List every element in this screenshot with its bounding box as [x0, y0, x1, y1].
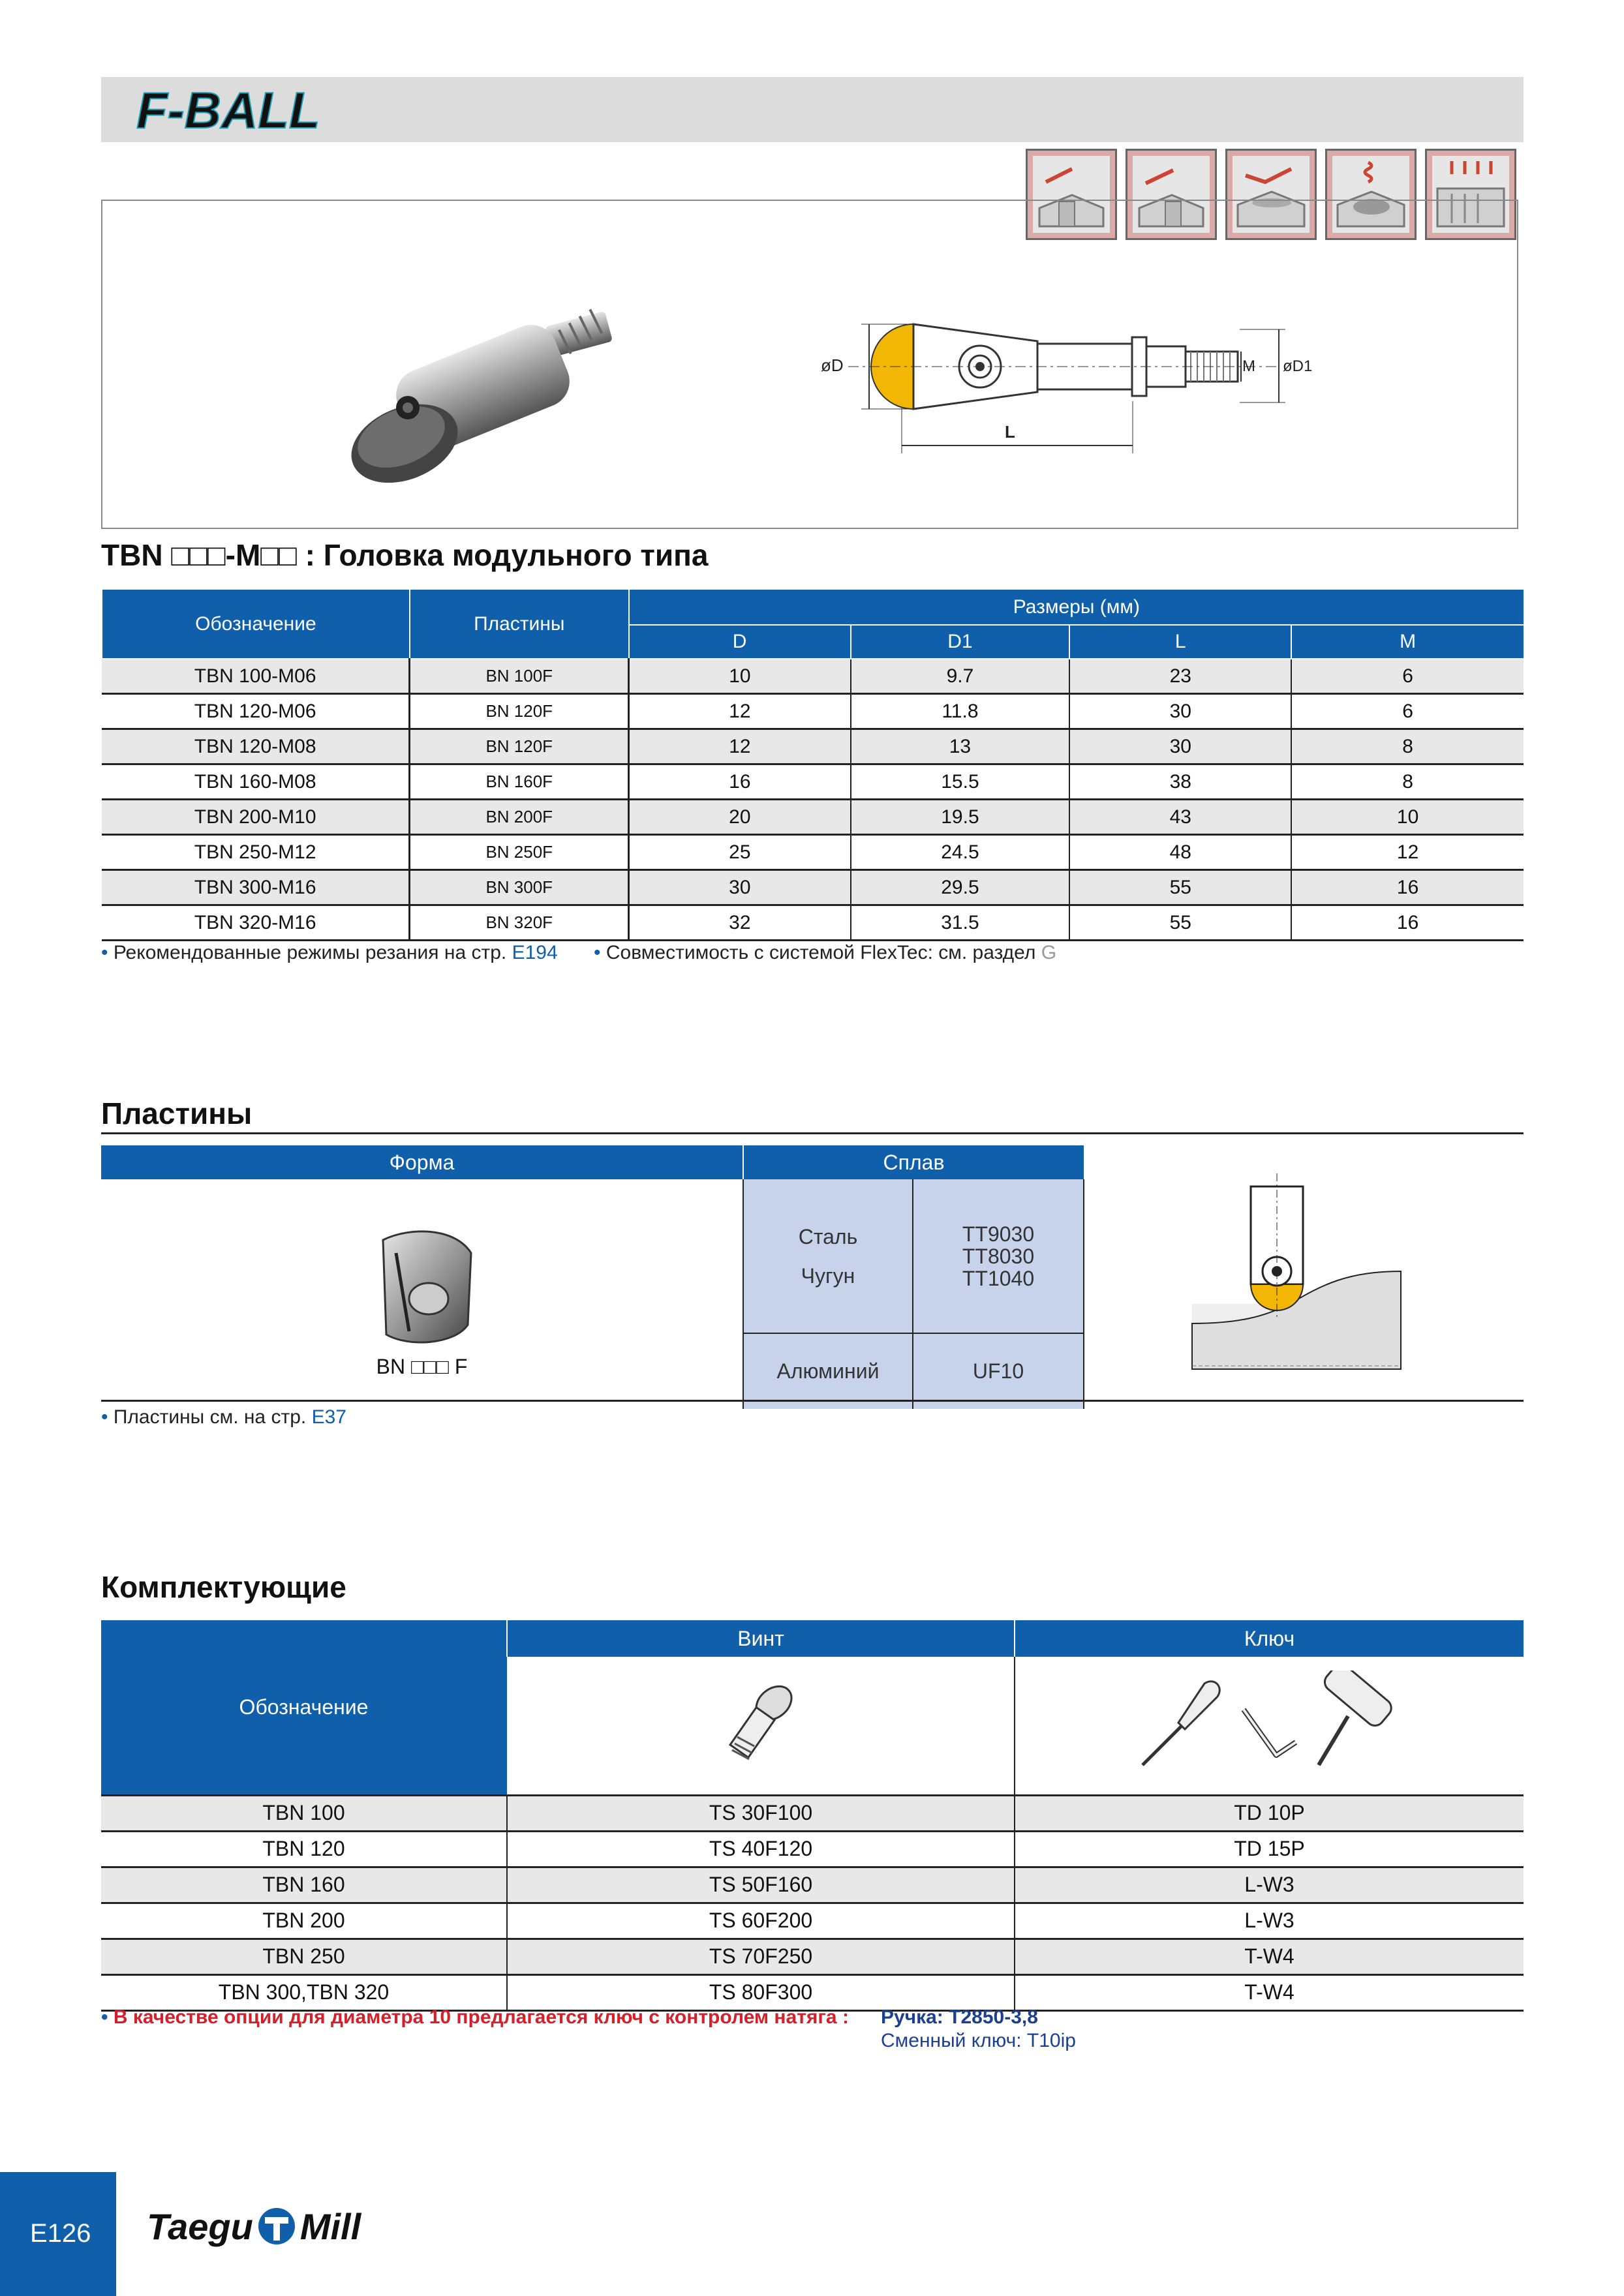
cell-l: 43	[1069, 800, 1291, 835]
brand-logo-text: F-BALL	[136, 82, 320, 139]
cell-key: T-W4	[1015, 1974, 1524, 2010]
option-note	[101, 2006, 849, 2029]
table-row	[101, 1867, 1524, 1903]
cell-d: 10	[629, 659, 851, 694]
brand-logo	[134, 78, 329, 141]
cell-insert: BN 300F	[410, 870, 629, 905]
l-wrench-icon	[1244, 1710, 1296, 1755]
grades-cell-1	[913, 1179, 1084, 1333]
th-d1: D1	[851, 625, 1070, 659]
cell-m: 16	[1291, 870, 1524, 905]
cell-screw: TS 80F300	[507, 1974, 1015, 2010]
th-designation: Обозначение	[101, 1620, 507, 1795]
note-text: Совместимость с системой FlexTec: см. раздел	[605, 942, 1036, 963]
cell-l: 55	[1069, 870, 1291, 905]
cell-insert: BN 100F	[410, 659, 629, 694]
cell-d1: 31.5	[851, 905, 1070, 941]
table-row	[102, 764, 1524, 800]
cell-designation: TBN 300,TBN 320	[101, 1974, 507, 2010]
company-logo-text-2: Mill	[299, 2205, 361, 2247]
cell-m: 10	[1291, 800, 1524, 835]
cell-d1: 15.5	[851, 764, 1070, 800]
note-text: Пластины см. на стр.	[113, 1406, 307, 1428]
cell-key: TD 10P	[1015, 1795, 1524, 1831]
cell-l: 23	[1069, 659, 1291, 694]
dim-label-d: øD	[821, 355, 844, 375]
grade-tt9030: TT9030	[962, 1222, 1035, 1246]
head-section-title: TBN □□□-M□□ : Головка модульного типа	[101, 538, 709, 572]
page-number: E126	[30, 2219, 91, 2248]
inserts-bottom-rule	[101, 1400, 1524, 1402]
cell-d: 20	[629, 800, 851, 835]
cell-key: TD 15P	[1015, 1831, 1524, 1867]
application-illustration-cell	[1084, 1145, 1508, 1409]
th-screw: Винт	[507, 1620, 1015, 1657]
th-dimensions: Размеры (мм)	[629, 590, 1524, 625]
cell-designation: TBN 200	[101, 1903, 507, 1939]
cell-m: 8	[1291, 729, 1524, 764]
cell-screw: TS 40F120	[507, 1831, 1015, 1867]
th-m: M	[1291, 625, 1524, 659]
cell-designation: TBN 320-M16	[102, 905, 410, 941]
company-logo-text-1: Taegu	[147, 2205, 253, 2247]
cell-screw: TS 30F100	[507, 1795, 1015, 1831]
table-row	[102, 800, 1524, 835]
cell-designation: TBN 160	[101, 1867, 507, 1903]
table-row	[101, 1903, 1524, 1939]
cell-d1: 19.5	[851, 800, 1070, 835]
cell-designation: TBN 120-M06	[102, 694, 410, 729]
grade-tt1040: TT1040	[962, 1266, 1035, 1290]
material-aluminium: Алюминий	[743, 1333, 913, 1409]
inserts-top-rule	[101, 1132, 1524, 1134]
product-photo	[326, 307, 639, 483]
th-d: D	[629, 625, 851, 659]
insert-photo	[357, 1227, 487, 1351]
section-ref-link[interactable]: G	[1041, 942, 1057, 963]
insert-shape-label: BN □□□ F	[376, 1355, 468, 1378]
th-shape: Форма	[101, 1145, 743, 1179]
table-row	[102, 729, 1524, 764]
table-row	[102, 835, 1524, 870]
accessories-section-title: Комплектующие	[101, 1570, 346, 1604]
cell-designation: TBN 120-M08	[102, 729, 410, 764]
cell-designation: TBN 100-M06	[102, 659, 410, 694]
cell-d: 30	[629, 870, 851, 905]
application-illustration	[1186, 1173, 1407, 1376]
cell-m: 6	[1291, 659, 1524, 694]
cell-l: 30	[1069, 729, 1291, 764]
inserts-section-title: Пластины	[101, 1096, 253, 1130]
bullet-icon: •	[594, 942, 601, 963]
cell-screw: TS 60F200	[507, 1903, 1015, 1939]
cell-screw: TS 70F250	[507, 1939, 1015, 1974]
materials-cell-1	[743, 1179, 913, 1333]
company-logo-emblem-icon	[256, 2205, 298, 2247]
cell-m: 6	[1291, 694, 1524, 729]
table-row	[102, 694, 1524, 729]
cell-screw: TS 50F160	[507, 1867, 1015, 1903]
cell-key: L-W3	[1015, 1867, 1524, 1903]
cell-designation: TBN 100	[101, 1795, 507, 1831]
cell-d1: 24.5	[851, 835, 1070, 870]
cell-insert: BN 320F	[410, 905, 629, 941]
cell-designation: TBN 120	[101, 1831, 507, 1867]
cell-d: 32	[629, 905, 851, 941]
dim-label-m: M	[1242, 357, 1255, 375]
cell-designation: TBN 160-M08	[102, 764, 410, 800]
screw-icon	[715, 1677, 806, 1768]
head-dimensions-table	[101, 590, 1524, 941]
cell-insert: BN 120F	[410, 729, 629, 764]
flextec-note	[594, 942, 1056, 964]
cell-l: 38	[1069, 764, 1291, 800]
cell-m: 16	[1291, 905, 1524, 941]
table-row	[102, 659, 1524, 694]
cell-d1: 9.7	[851, 659, 1070, 694]
table-row	[101, 1795, 1524, 1831]
screwdriver-icon	[1142, 1682, 1219, 1765]
screw-illustration-cell	[507, 1657, 1015, 1795]
cell-l: 48	[1069, 835, 1291, 870]
inserts-note	[101, 1406, 346, 1428]
th-inserts: Пластины	[410, 590, 629, 659]
dim-label-l: L	[1005, 422, 1015, 442]
th-designation: Обозначение	[102, 590, 410, 659]
insert-shape-cell	[101, 1179, 743, 1409]
cell-d1: 13	[851, 729, 1070, 764]
cell-insert: BN 120F	[410, 694, 629, 729]
cell-insert: BN 200F	[410, 800, 629, 835]
table-row	[102, 870, 1524, 905]
cell-insert: BN 160F	[410, 764, 629, 800]
grade-uf10: UF10	[913, 1333, 1084, 1409]
dim-label-d1: øD1	[1283, 357, 1313, 375]
table-row	[101, 1939, 1524, 1974]
cell-designation: TBN 250-M12	[102, 835, 410, 870]
t-wrench-icon	[1319, 1670, 1395, 1765]
page-ref-link[interactable]: E37	[311, 1406, 346, 1428]
cell-d1: 29.5	[851, 870, 1070, 905]
cell-m: 12	[1291, 835, 1524, 870]
cell-d1: 11.8	[851, 694, 1070, 729]
page-ref-link[interactable]: E194	[512, 942, 558, 963]
cell-designation: TBN 200-M10	[102, 800, 410, 835]
option-note-text: В качестве опции для диаметра 10 предлагается ключ с контролем натяга :	[113, 2006, 849, 2028]
cell-l: 30	[1069, 694, 1291, 729]
cell-d: 12	[629, 729, 851, 764]
handle-label: Ручка: T2850-3,8	[881, 2006, 1038, 2028]
th-grade: Сплав	[743, 1145, 1084, 1179]
cell-key: L-W3	[1015, 1903, 1524, 1939]
bit-label: Сменный ключ: T10ip	[881, 2030, 1076, 2051]
cell-designation: TBN 300-M16	[102, 870, 410, 905]
cell-d: 12	[629, 694, 851, 729]
th-key: Ключ	[1015, 1620, 1524, 1657]
keys-icon	[1133, 1670, 1407, 1775]
company-logo	[147, 2203, 361, 2249]
material-steel: Сталь	[798, 1224, 858, 1248]
cell-insert: BN 250F	[410, 835, 629, 870]
cell-m: 8	[1291, 764, 1524, 800]
table-row	[101, 1831, 1524, 1867]
cell-key: T-W4	[1015, 1939, 1524, 1974]
cell-designation: TBN 250	[101, 1939, 507, 1974]
inserts-table	[101, 1145, 1508, 1409]
cell-d: 16	[629, 764, 851, 800]
note-text: Рекомендованные режимы резания на стр.	[113, 942, 507, 963]
bullet-icon: •	[101, 2006, 108, 2028]
cell-l: 55	[1069, 905, 1291, 941]
technical-drawing	[809, 303, 1318, 460]
cutting-data-note	[101, 942, 558, 964]
bullet-icon: •	[101, 942, 108, 963]
cell-d: 25	[629, 835, 851, 870]
table-row	[102, 905, 1524, 941]
accessories-table	[101, 1620, 1524, 2012]
table-row	[101, 1974, 1524, 2010]
th-l: L	[1069, 625, 1291, 659]
key-illustration-cell	[1015, 1657, 1524, 1795]
bullet-icon: •	[101, 1406, 108, 1428]
material-cast-iron: Чугун	[801, 1263, 855, 1288]
grade-tt8030: TT8030	[962, 1244, 1035, 1268]
